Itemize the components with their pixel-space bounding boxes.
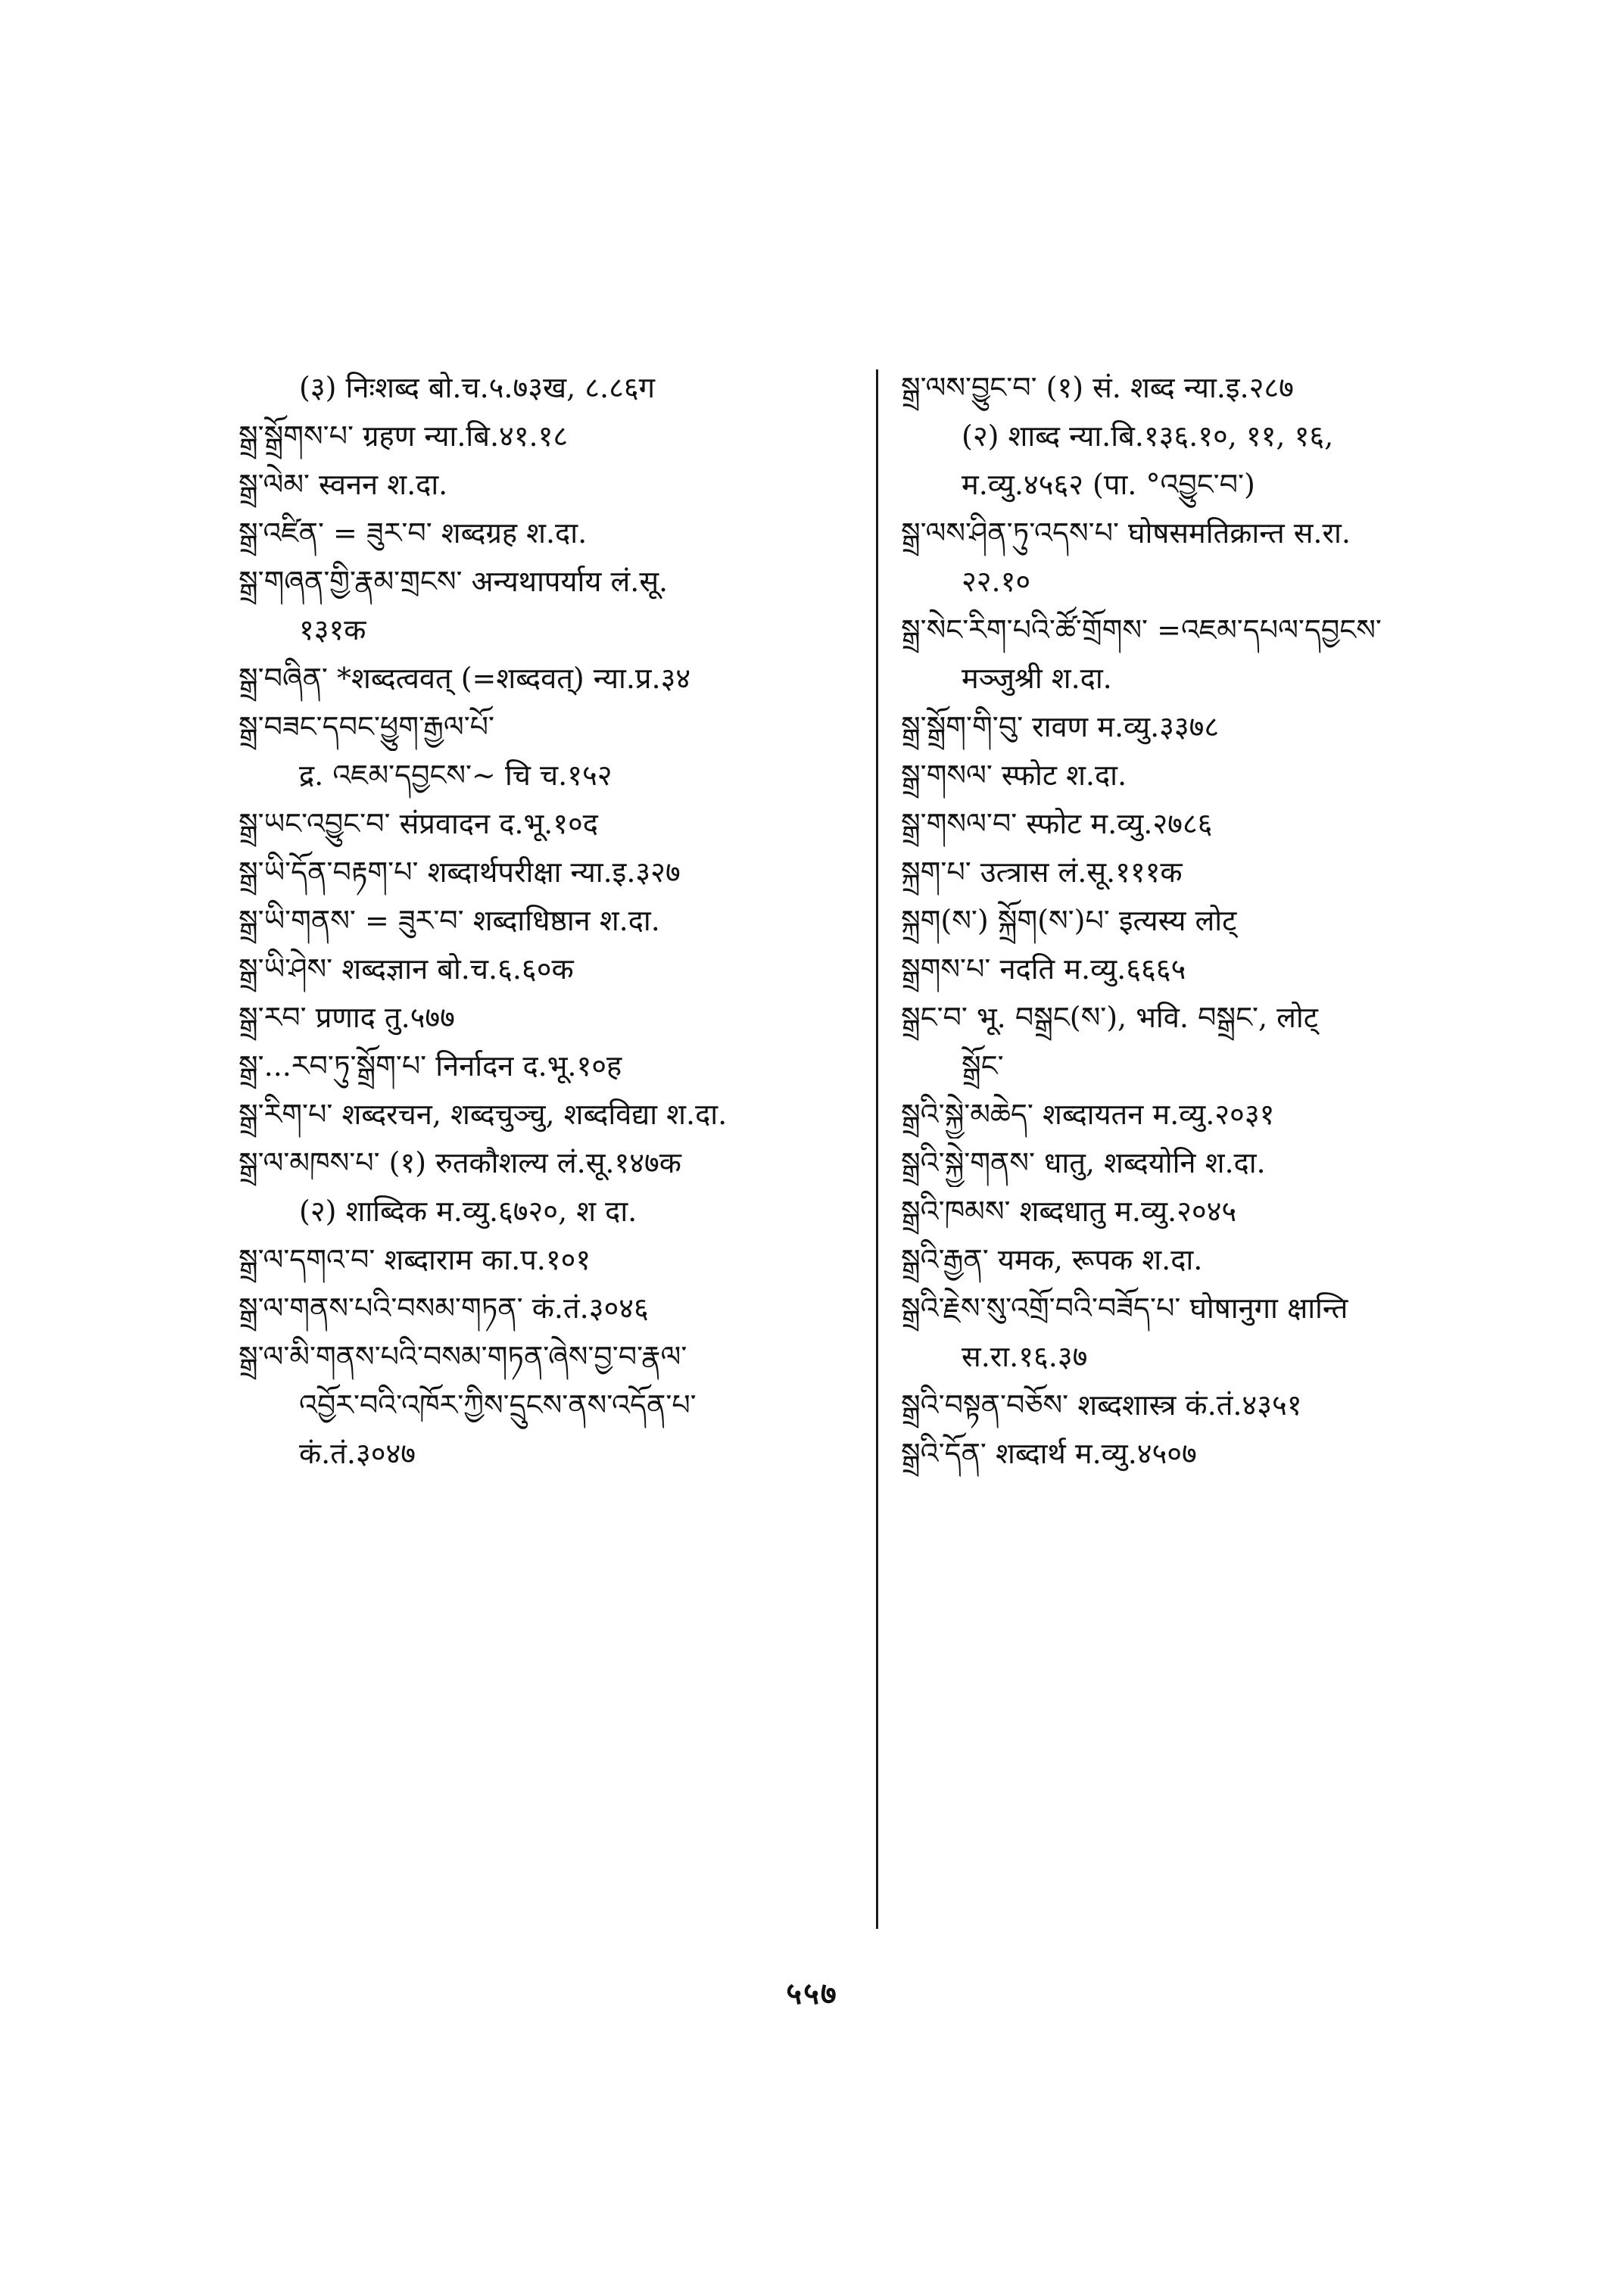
entry-line: སྒྲ་རབ་ प्रणाद तु.५७७ [238, 1001, 455, 1034]
entry-continuation: २२.१० [962, 565, 1031, 598]
entry-line: སྒྲའི་རྒྱན་ यमक, रूपक श.दा. [901, 1243, 1203, 1276]
entry-line: སྒྲའི་སྐྱེ་གནས་ धातु, शब्दयोनि श.दा. [901, 1146, 1266, 1179]
entry-line: སྒྲ་ལ་གནས་པའི་བསམ་གཏན་ कं.तं.३०४६ [238, 1291, 649, 1325]
entry-line: (२) शाब्दिक म.व्यु.६७२०, श दा. [299, 1195, 637, 1228]
entry-line: སྒྲའི་རྗེས་སུ་འགྲོ་བའི་བཟོད་པ་ घोषानुगा क्षान्ति [901, 1291, 1348, 1325]
entry-line: སྒྲ་བཞིན་ *शब्दत्ववत् (=शब्दवत्) न्या.प्र.३४ [238, 662, 691, 695]
entry-line: སྒྲ་རིག་པ་ शब्दरचन, शब्दचुञ्चु, शब्दविद्या श.दा. [238, 1098, 728, 1131]
entry-continuation: འབྱོར་བའི་འཁོར་ཀྱིས་དྲུངས་ནས་འདོན་པ་ [299, 1388, 697, 1422]
entry-line: སྒྲ་ཡི་དོན་བརྟག་པ་ शब्दार्थपरीक्षा न्या.इ.३२७ [238, 855, 681, 889]
entry-line: སྒྲ་ལས་བྱུང་བ་ (१) सं. शब्द न्या.इ.२८७ [901, 371, 1294, 404]
entry-line: སྒྲ་ལེམ་ स्वनन श.दा. [238, 468, 448, 501]
entry-line: སྐྲག(ས་) སྐྲོག(ས་)པ་ इत्यस्य लोट् [901, 904, 1237, 937]
entry-line: སྒྲ་གཞན་གྱི་རྣམ་གྲངས་ अन्यथापर्याय लं.सू. [238, 565, 669, 598]
entry-line: སྒྲའི་དོན་ शब्दार्थ म.व्यु.४५०७ [901, 1437, 1197, 1470]
entry-continuation: १३१क [299, 613, 366, 646]
entry-line: སྒྲགས་པ་ नदति म.व्यु.६६६५ [901, 952, 1186, 986]
entry-line: སྒྲ་སྒྲོག་གི་བུ་ रावण म.व्यु.३३७८ [901, 710, 1220, 743]
entry-line: སྒྲ་གསལ་བ་ स्फोट म.व्यु.२७८६ [901, 807, 1213, 840]
left-column [238, 363, 852, 1478]
entry-continuation: स.रा.१६.३७ [962, 1340, 1088, 1373]
entry-line: སྒྲང་བ་ भू. བསྒྲང(ས་), भवि. བསྒྲང་, लोट् [901, 1001, 1318, 1034]
entry-line: སྒྲའི་ཁམས་ शब्दधातु म.व्यु.२०४५ [901, 1195, 1237, 1228]
entry-line: སྒྲ་...རབ་ཏུ་སྒྲོག་པ་ निर्नादन द.भू.१०ह [238, 1049, 622, 1083]
entry-line: (३) निःशब्द बो.च.५.७३ख, ८.८६ग [299, 371, 656, 404]
entry-line: སྒྲ་འཛིན་ = ཟུར་བ་ शब्दग्रह श.दा. [238, 516, 588, 550]
entry-continuation: कं.तं.३०४७ [299, 1437, 416, 1470]
entry-line: སྒྲ་ལ་མཁས་པ་ (१) रुतकौशल्य लं.सू.१४७क [238, 1146, 681, 1179]
entry-line: སྒྲ་ལ་དགའ་བ་ शब्दाराम का.प.१०१ [238, 1243, 591, 1276]
entry-line: སྒྲའི་སྐྱེ་མཆེད་ शब्दायतन म.व्यु.२०३१ [901, 1098, 1275, 1131]
entry-line: སྒྲ་ལས་ཤིན་ཏུ་འདས་པ་ घोषसमतिक्रान्त स.रा. [901, 516, 1351, 550]
entry-line: སྒྲ་གསལ་ स्फोट श.दा. [901, 759, 1127, 792]
entry-line: སྒྲ་ཡི་ཤེས་ शब्दज्ञान बो.च.६.६०क [238, 952, 574, 986]
entry-line: སྒྲ་ཡང་འབྱུང་བ་ संप्रवादन द.भू.१०द [238, 807, 598, 840]
entry-line: སྒྲ་སྒྲོགས་པ་ ग्रहण न्या.बि.४१.१८ [238, 419, 569, 453]
entry-line: སྒྲ་བཟང་དབང་ཕྱུག་རྒྱལ་པོ་ [238, 710, 495, 743]
entry-line: སྒྲ་སེང་རིག་པའི་ཚོ་གྲོགས་ =འཇམ་དཔལ་དབྱངས་ [901, 613, 1382, 646]
right-column [901, 363, 1529, 1478]
entry-line: སྒྲ་ལ་མི་གནས་པའི་བསམ་གཏན་ཞེས་བྱ་བ་རྣལ་ [238, 1340, 687, 1373]
entry-continuation: द्र. འཇམ་དབྱངས་~ चि च.१५२ [299, 759, 613, 792]
page-number: ५५७ [786, 1976, 838, 2011]
entry-line: སྒྲ་ཡི་གནས་ = ཟུར་བ་ शब्दाधिष्ठान श.दा. [238, 904, 660, 937]
entry-line: སྒྲའི་བསྟན་བཅོས་ शब्दशास्त्र कं.तं.४३५१ [901, 1388, 1302, 1422]
entry-line: (२) शाब्द न्या.बि.१३६.१०, ११, १६, [962, 419, 1334, 453]
entry-line: म.व्यु.४५६२ (पा. °འབྱུང་བ་) [962, 468, 1255, 501]
entry-line: སྐྲག་པ་ उत्त्रास लं.सू.१११क [901, 855, 1183, 889]
entry-continuation: मञ्जुश्री श.दा. [962, 662, 1112, 695]
column-divider [876, 369, 878, 1929]
entry-continuation: སྒྲོང་ [962, 1049, 1004, 1083]
